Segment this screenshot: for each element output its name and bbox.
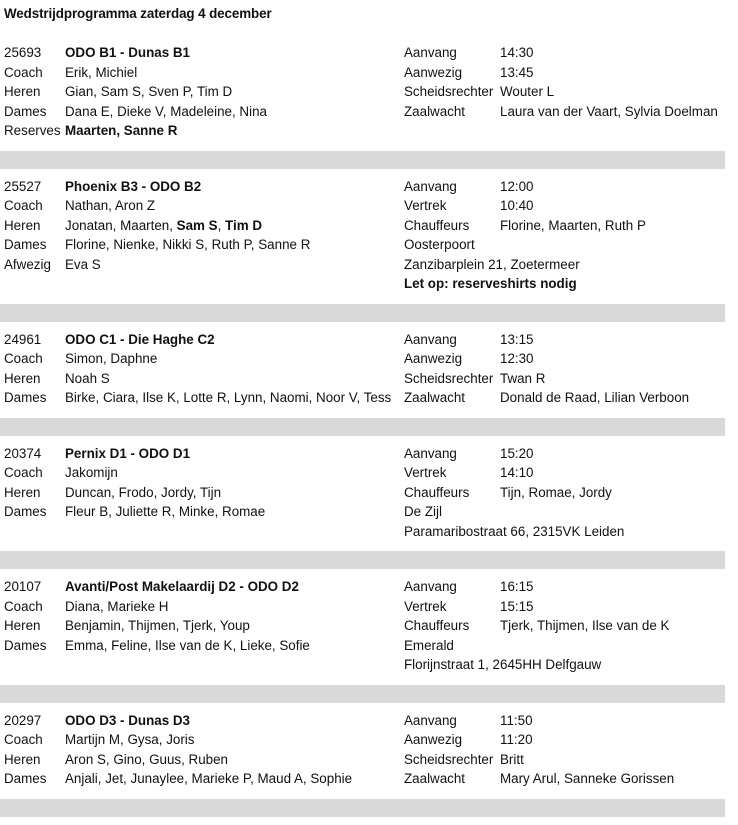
row-value <box>65 711 190 731</box>
match-row <box>0 43 725 63</box>
detail-label: Chauffeurs <box>404 217 470 233</box>
match-row <box>0 463 725 483</box>
detail-label: Vertrek <box>404 198 447 213</box>
row-value <box>65 483 221 503</box>
match-row <box>0 63 725 83</box>
row-label: 25527 <box>4 178 42 194</box>
detail-value-segment: Wouter L <box>500 84 555 99</box>
row-value-segment: Noah S <box>65 370 110 386</box>
match-row <box>0 616 725 636</box>
detail-label: Zanzibarplein 21, Zoetermeer <box>404 256 580 272</box>
row-value-segment: Martijn M, Gysa, Joris <box>65 732 195 747</box>
detail-value-segment: 13:45 <box>500 64 534 80</box>
detail-value-segment: Britt <box>500 751 524 767</box>
row-label: Afwezig <box>4 256 51 272</box>
row-value <box>65 750 228 770</box>
detail-label: Aanwezig <box>404 732 463 747</box>
row-value <box>65 255 101 275</box>
row-value-segment: Birke, Ciara, Ilse K, Lotte R, Lynn, Naomi, Noor V, Tess <box>65 390 392 405</box>
match-block <box>0 43 725 141</box>
row-value <box>65 216 262 236</box>
row-label: Coach <box>4 732 43 747</box>
row-label: Coach <box>4 465 43 480</box>
detail-label: Aanvang <box>404 45 457 60</box>
match-row <box>0 769 725 789</box>
match-row <box>0 369 725 389</box>
row-value-segment: ODO B1 - Dunas B1 <box>65 45 191 60</box>
row-value-segment: Pernix D1 - ODO D1 <box>65 445 191 461</box>
row-value <box>65 369 110 389</box>
match-block <box>0 330 725 408</box>
detail-value-segment: Tjerk, Thijmen, Ilse van de K <box>500 618 670 633</box>
detail-value-segment: 16:15 <box>500 579 534 594</box>
detail-label: Florijnstraat 1, 2645HH Delfgauw <box>404 657 602 672</box>
detail-label: Aanvang <box>404 331 457 347</box>
row-value <box>65 616 250 636</box>
row-label: 20297 <box>4 712 42 728</box>
detail-label: Chauffeurs <box>404 618 470 633</box>
detail-label: Aanvang <box>404 445 457 461</box>
detail-value-segment: 12:30 <box>500 351 534 366</box>
detail-value-segment: 11:50 <box>500 712 533 728</box>
detail-value <box>500 769 674 789</box>
detail-value-segment: 14:10 <box>500 465 534 480</box>
detail-value <box>500 616 669 636</box>
detail-value <box>500 349 534 369</box>
detail-value <box>500 730 533 750</box>
match-row <box>0 121 725 141</box>
row-value <box>65 121 177 141</box>
row-value-segment: Diana, Marieke H <box>65 598 169 614</box>
row-label: Dames <box>4 504 47 519</box>
row-label: Dames <box>4 771 47 786</box>
detail-label: De Zijl <box>404 504 442 519</box>
row-label: 24961 <box>4 331 42 347</box>
separator-bar <box>0 151 725 169</box>
row-value-segment: Avanti/Post Makelaardij D2 - ODO D2 <box>65 579 299 594</box>
match-row <box>0 502 725 522</box>
match-row <box>0 636 725 656</box>
detail-value-segment: 11:20 <box>500 732 533 747</box>
detail-value-segment: 10:40 <box>500 198 534 213</box>
row-value-segment: Anjali, Jet, Junaylee, Marieke P, Maud A, Sophie <box>65 771 353 786</box>
detail-label: Let op: reserveshirts nodig <box>404 276 577 291</box>
row-value-segment: Sam S <box>176 217 218 233</box>
row-label: Dames <box>4 637 47 653</box>
detail-label: Scheidsrechter <box>404 751 494 767</box>
row-value <box>65 388 391 408</box>
detail-value-segment: Laura van der Vaart, Sylvia Doelman <box>500 103 718 119</box>
row-value-segment: Nathan, Aron Z <box>65 198 156 213</box>
detail-value-segment: 12:00 <box>500 178 534 194</box>
row-value <box>65 444 190 464</box>
row-value <box>65 82 232 102</box>
match-row <box>0 330 725 350</box>
detail-value <box>500 216 646 236</box>
row-label: Coach <box>4 351 43 366</box>
row-value <box>65 177 201 197</box>
detail-label: Vertrek <box>404 598 447 614</box>
row-value <box>65 196 155 216</box>
detail-value-segment: Twan R <box>500 370 546 386</box>
match-block <box>0 577 725 675</box>
row-value-segment: Emma, Feline, Ilse van de K, Lieke, Sofie <box>65 637 310 653</box>
detail-value-segment: 15:15 <box>500 598 534 614</box>
row-value-segment: Simon, Daphne <box>65 351 158 366</box>
detail-label: Aanwezig <box>404 64 463 80</box>
match-row <box>0 349 725 369</box>
detail-label: Aanvang <box>404 178 457 194</box>
match-list <box>0 43 725 825</box>
detail-label: Emerald <box>404 637 454 653</box>
row-value <box>65 330 215 350</box>
match-row <box>0 102 725 122</box>
row-value-segment: Erik, Michiel <box>65 64 138 80</box>
row-label: Heren <box>4 484 41 500</box>
row-label: 20374 <box>4 445 42 461</box>
row-value <box>65 43 190 63</box>
row-label: Coach <box>4 598 43 614</box>
match-row <box>0 235 725 255</box>
match-block <box>0 444 725 542</box>
row-label: Dames <box>4 390 47 405</box>
detail-label: Scheidsrechter <box>404 370 494 386</box>
row-value-segment: Tim D <box>225 217 263 233</box>
detail-value <box>500 369 545 389</box>
detail-label: Zaalwacht <box>404 771 466 786</box>
detail-value <box>500 711 533 731</box>
detail-value <box>500 444 534 464</box>
row-value-segment: ODO C1 - Die Haghe C2 <box>65 331 215 347</box>
detail-label: Aanvang <box>404 712 457 728</box>
row-value-segment: Duncan, Frodo, Jordy, Tijn <box>65 484 222 500</box>
detail-label: Chauffeurs <box>404 484 470 500</box>
row-label: Heren <box>4 618 41 633</box>
row-label: Dames <box>4 103 47 119</box>
detail-value <box>500 196 534 216</box>
row-value <box>65 577 299 597</box>
detail-value <box>500 483 612 503</box>
row-value <box>65 597 168 617</box>
separator-bar <box>0 418 725 436</box>
separator-bar <box>0 799 725 817</box>
row-value <box>65 730 194 750</box>
detail-value <box>500 102 718 122</box>
detail-value <box>500 597 534 617</box>
separator-bar <box>0 304 725 322</box>
separator-bar <box>0 685 725 703</box>
row-label: Heren <box>4 370 41 386</box>
match-row <box>0 577 725 597</box>
detail-label: Zaalwacht <box>404 390 466 405</box>
detail-value <box>500 577 534 597</box>
detail-value <box>500 750 524 770</box>
row-value-segment: Benjamin, Thijmen, Tjerk, Youp <box>65 618 250 633</box>
row-value <box>65 463 118 483</box>
row-label: Heren <box>4 84 41 99</box>
match-row <box>0 82 725 102</box>
detail-label: Scheidsrechter <box>404 84 494 99</box>
detail-label: Oosterpoort <box>404 237 475 252</box>
row-value <box>65 63 137 83</box>
match-row <box>0 655 725 675</box>
row-label: Reserves <box>4 123 61 138</box>
row-value-segment: Jonatan, Maarten, <box>65 217 177 233</box>
row-value <box>65 235 310 255</box>
match-row <box>0 730 725 750</box>
match-row <box>0 255 725 275</box>
row-value-segment: Aron S, Gino, Guus, Ruben <box>65 751 229 767</box>
detail-value <box>500 177 534 197</box>
row-value <box>65 502 265 522</box>
row-label: Dames <box>4 237 47 252</box>
match-row <box>0 522 725 542</box>
match-block <box>0 711 725 789</box>
row-value-segment: Florine, Nienke, Nikki S, Ruth P, Sanne R <box>65 237 311 252</box>
row-value <box>65 349 157 369</box>
row-value-segment: Dana E, Dieke V, Madeleine, Nina <box>65 103 267 119</box>
row-label: Coach <box>4 64 43 80</box>
row-value-segment: Maarten, Sanne R <box>65 123 178 138</box>
detail-label: Paramaribostraat 66, 2315VK Leiden <box>404 523 625 539</box>
row-label: 20107 <box>4 579 42 594</box>
page-title: Wedstrijdprogramma zaterdag 4 december <box>4 6 272 21</box>
match-row <box>0 274 725 294</box>
row-label: Heren <box>4 217 41 233</box>
match-row <box>0 177 725 197</box>
separator-bar <box>0 551 725 569</box>
row-value <box>65 769 352 789</box>
detail-value <box>500 82 554 102</box>
detail-value-segment: 14:30 <box>500 45 534 60</box>
row-value-segment: Eva S <box>65 256 101 272</box>
detail-value <box>500 388 689 408</box>
detail-value <box>500 43 534 63</box>
detail-label: Aanvang <box>404 579 457 594</box>
detail-value <box>500 63 534 83</box>
detail-label: Vertrek <box>404 465 447 480</box>
detail-value-segment: Tijn, Romae, Jordy <box>500 484 612 500</box>
match-row <box>0 483 725 503</box>
detail-value-segment: 13:15 <box>500 331 534 347</box>
detail-label: Zaalwacht <box>404 103 466 119</box>
detail-value <box>500 463 534 483</box>
match-row <box>0 597 725 617</box>
match-row <box>0 711 725 731</box>
match-row <box>0 196 725 216</box>
row-value-segment: , <box>217 217 226 233</box>
match-row <box>0 750 725 770</box>
match-row <box>0 388 725 408</box>
match-row <box>0 444 725 464</box>
match-row <box>0 216 725 236</box>
row-value-segment: ODO D3 - Dunas D3 <box>65 712 191 728</box>
detail-value-segment: 15:20 <box>500 445 534 461</box>
detail-value <box>500 330 534 350</box>
row-label: 25693 <box>4 45 42 60</box>
detail-value-segment: Mary Arul, Sanneke Gorissen <box>500 771 675 786</box>
row-value-segment: Gian, Sam S, Sven P, Tim D <box>65 84 233 99</box>
detail-value-segment: Florine, Maarten, Ruth P <box>500 217 646 233</box>
row-value-segment: Jakomijn <box>65 465 118 480</box>
row-label: Coach <box>4 198 43 213</box>
detail-value-segment: Donald de Raad, Lilian Verboon <box>500 390 690 405</box>
row-label: Heren <box>4 751 41 767</box>
row-value-segment: Phoenix B3 - ODO B2 <box>65 178 202 194</box>
detail-label: Aanwezig <box>404 351 463 366</box>
row-value <box>65 102 267 122</box>
match-block <box>0 177 725 294</box>
row-value <box>65 636 310 656</box>
row-value-segment: Fleur B, Juliette R, Minke, Romae <box>65 504 266 519</box>
